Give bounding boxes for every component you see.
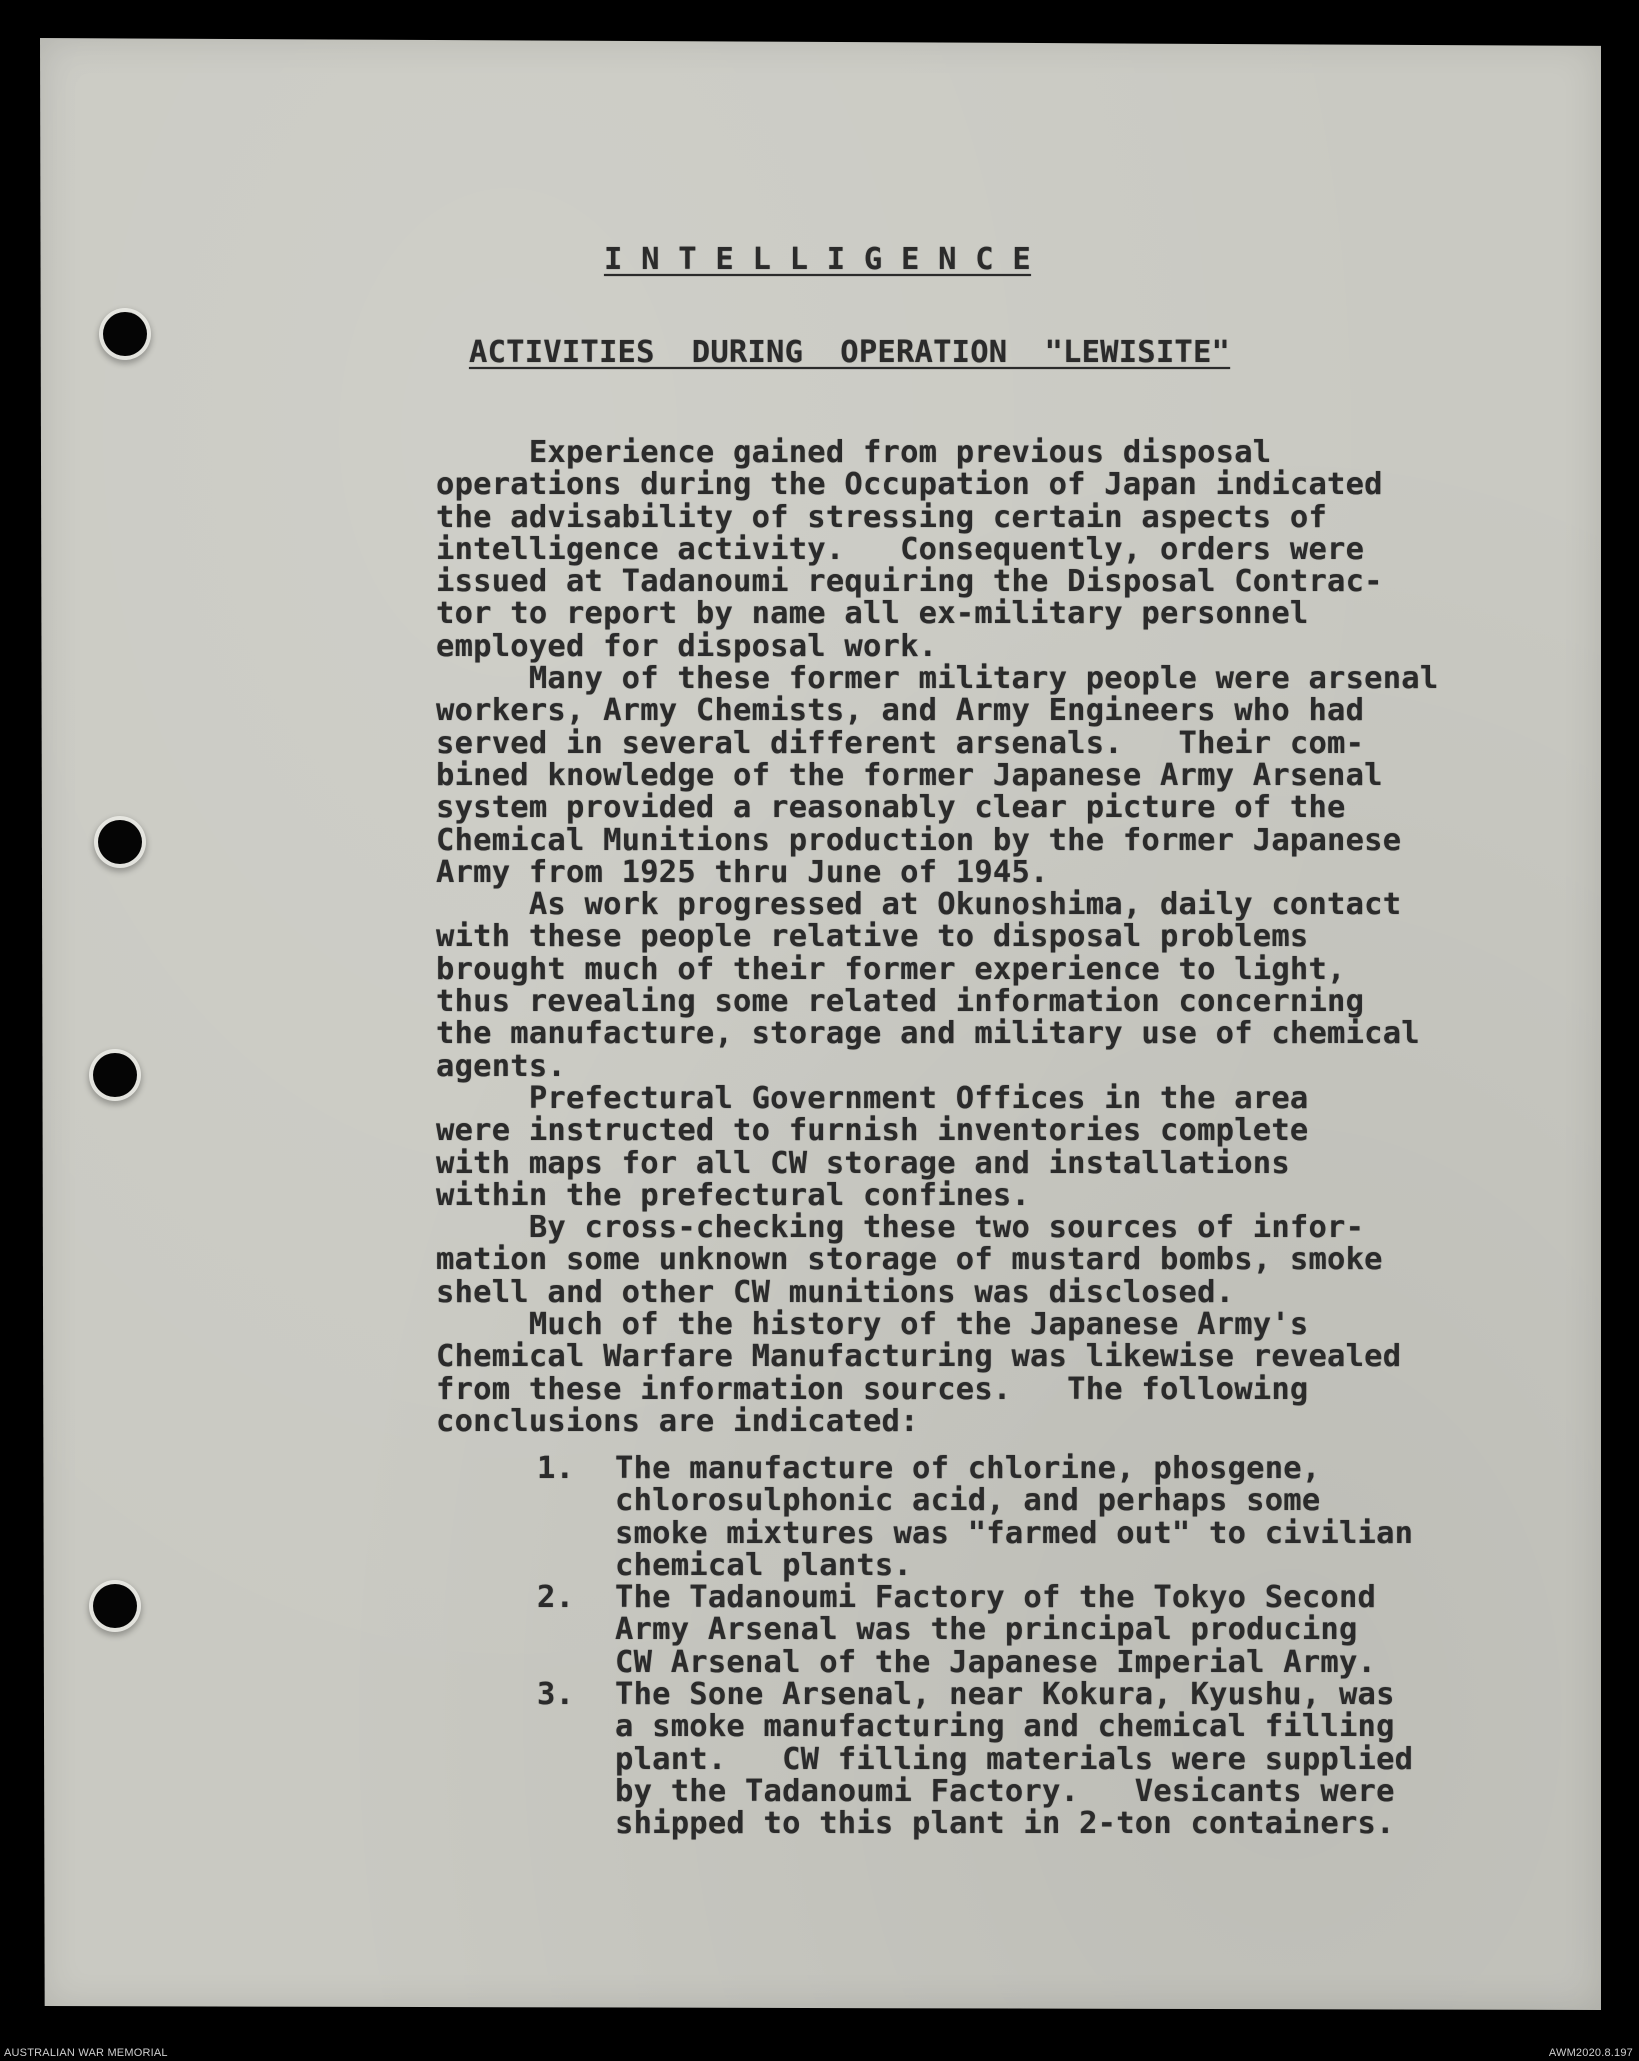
list-item-number: 3. [537, 1677, 575, 1712]
list-item-text: The Sone Arsenal, near Kokura, Kyushu, was a smoke manufacturing and chemical filling plant. CW filling materials were supplied by the Tadanoumi Factory. Vesicants were shipped to this plant in 2-ton containers. [615, 1677, 1414, 1842]
body-paragraphs: Experience gained from previous disposal operations during the Occupation of Japan indicated the advisability of stressing certain aspects of intelligence activity. Consequently, orders were issued at Tadanoumi requiring the Disposal Contrac- tor to report by name all ex-military personnel employed for disposal work. Many of these former military people were arsenal workers, Army Chemists, and Army Engineers who had served in several different arsenals. Their com- bined knowledge of the former Japanese Army Arsenal system provided a reasonably clear picture of the Chemical Munitions production by the former Japanese Army from 1925 thru June of 1945. As work progressed at Okunoshima, daily contact with these people relative to disposal problems brought much of their former experience to light, thus revealing some related information concerning the manufacture, storage and military use of chemical agents. Prefectural Government Offices in the area were instructed to furnish inventories complete with maps for all CW storage and installations within the prefectural confines. By cross-checking these two sources of infor- mation some unknown storage of mustard bombs, smoke shell and other CW munitions was disclosed. Much of the history of the Japanese Army's Chemical Warfare Manufacturing was likewise revealed from these information sources. The following conclusions are indicated: [436, 435, 1439, 1439]
punch-hole [93, 1584, 137, 1628]
list-item-number: 2. [537, 1580, 575, 1615]
punch-hole [93, 1053, 137, 1097]
page-title: I N T E L L I G E N C E [604, 242, 1031, 277]
page-subtitle: ACTIVITIES DURING OPERATION "LEWISITE" [469, 335, 1231, 370]
punch-hole [103, 312, 147, 356]
list-item-number: 1. [537, 1451, 575, 1486]
punch-hole [98, 820, 142, 864]
list-item-text: The manufacture of chlorine, phosgene, chlorosulphonic acid, and perhaps some smoke mixtures was "farmed out" to civilian chemical plants. [615, 1451, 1414, 1583]
footer-institution: AUSTRALIAN WAR MEMORIAL [4, 2047, 168, 2059]
list-item-text: The Tadanoumi Factory of the Tokyo Second Army Arsenal was the principal producing CW Arsenal of the Japanese Imperial Army. [615, 1580, 1377, 1680]
footer-accession-number: AWM2020.8.197 [1548, 2047, 1633, 2059]
